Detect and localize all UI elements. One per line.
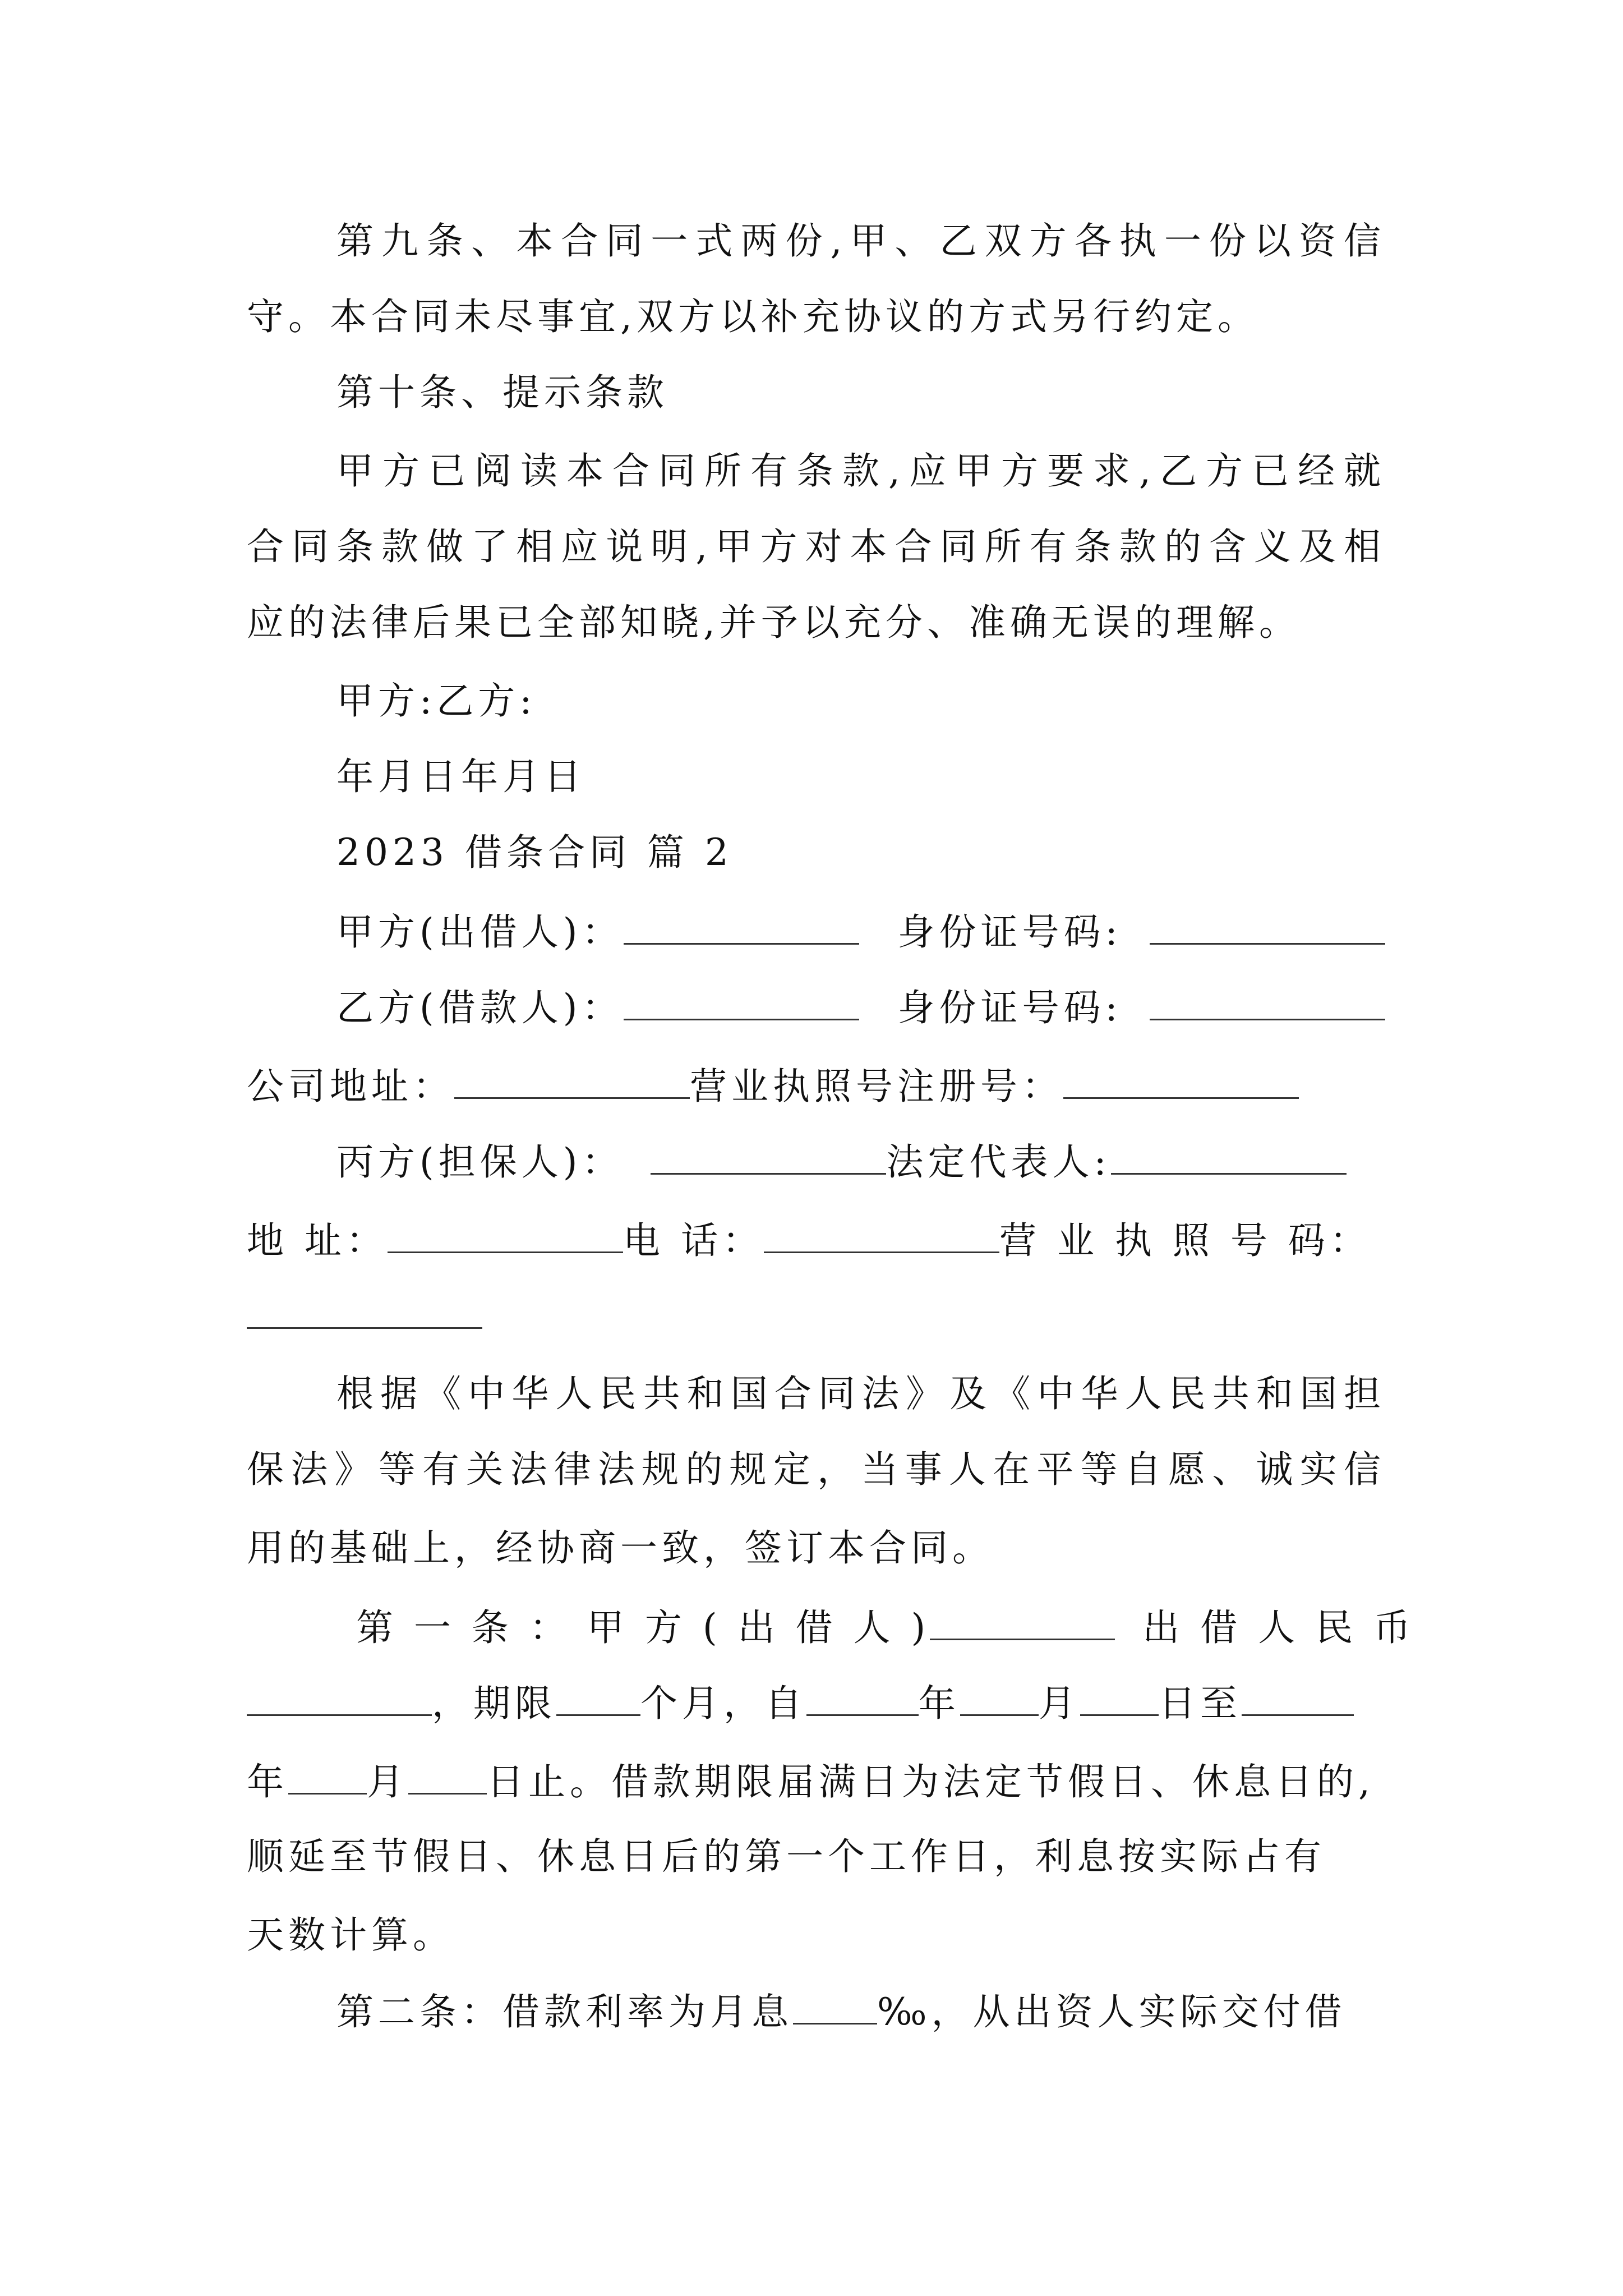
party-b-row	[336, 982, 1385, 1033]
end-year-blank	[1242, 1677, 1354, 1716]
section-heading: 第十条、提示条款	[336, 371, 668, 414]
amount-rmb-blank	[247, 1677, 432, 1716]
article-1-text: ，期限	[432, 1682, 556, 1725]
address-blank	[388, 1214, 623, 1253]
license-reg-label: 营业执照号注册号：	[690, 1065, 1063, 1108]
signature-dates: 年月日年月日	[336, 755, 585, 798]
license-no-blank	[247, 1290, 482, 1329]
id-blank	[1150, 982, 1385, 1020]
paragraph-line: 用的基础上，经协商一致，签订本合同。	[247, 1526, 994, 1570]
legal-rep-label: 法定代表人:	[886, 1140, 1111, 1184]
company-row	[247, 1060, 1385, 1112]
party-a-row	[336, 906, 1385, 958]
article-1-line-2	[247, 1677, 1385, 1729]
legal-rep-blank	[1111, 1136, 1347, 1175]
id-label: 身份证号码:	[897, 986, 1122, 1029]
end-month-blank	[288, 1756, 367, 1795]
signature-parties: 甲方:乙方:	[336, 679, 537, 723]
party-a-label: 甲方(出借人)：	[336, 910, 624, 954]
party-c-label: 丙方(担保人)：	[336, 1140, 624, 1184]
paragraph-line: 根据《中华人民共和国合同法》及《中华人民共和国担	[336, 1372, 1385, 1415]
address-label: 地 址：	[247, 1219, 388, 1262]
paragraph-line: 守。本合同未尽事宜,双方以补充协议的方式另行约定。	[247, 295, 1259, 338]
article-1-line-3	[247, 1756, 1385, 1807]
article-1-text: 个月，自	[640, 1682, 806, 1725]
article-2-line	[336, 1986, 1385, 2037]
start-month-blank	[960, 1677, 1039, 1716]
paragraph-line: 保法》等有关法律法规的规定，当事人在平等自愿、诚实信	[247, 1448, 1385, 1491]
address-row	[247, 1214, 1385, 1266]
article-1-text: 第 一 条 ： 甲 方 ( 出 借 人 )	[356, 1606, 930, 1649]
paragraph-line: 甲方已阅读本合同所有条款,应甲方要求,乙方已经就	[336, 449, 1385, 493]
start-year-blank	[806, 1677, 919, 1716]
paragraph-line: 天数计算。	[247, 1913, 454, 1957]
article-1-text: 年	[919, 1682, 960, 1725]
end-day-blank	[408, 1756, 487, 1795]
article-1-text: 月	[1039, 1682, 1080, 1725]
party-b-blank	[624, 982, 859, 1020]
paragraph-line: 第九条、本合同一式两份,甲、乙双方各执一份以资信	[336, 219, 1385, 263]
article-1-text: 月	[367, 1760, 408, 1803]
article-1-text: 日止。借款期限届满日为法定节假日、休息日的,	[487, 1760, 1375, 1803]
start-day-blank	[1080, 1677, 1159, 1716]
article-2-text: ‰，从出资人实际交付借	[877, 1990, 1347, 2033]
article-1-text: 日至	[1159, 1682, 1242, 1725]
party-b-label: 乙方(借款人)：	[336, 986, 624, 1029]
months-blank	[556, 1677, 640, 1716]
interest-rate-blank	[793, 1986, 877, 2024]
paragraph-line: 顺延至节假日、休息日后的第一个工作日，利息按实际占有	[247, 1835, 1326, 1878]
license-no-label: 营 业 执 照 号 码：	[999, 1219, 1371, 1262]
paragraph-line: 应的法律后果已全部知晓,并予以充分、准确无误的理解。	[247, 601, 1301, 644]
party-a-blank	[624, 906, 859, 945]
id-blank	[1150, 906, 1385, 945]
company-address-label: 公司地址：	[247, 1065, 454, 1108]
company-address-blank	[454, 1060, 690, 1099]
license-reg-blank	[1063, 1060, 1299, 1099]
party-c-row	[336, 1136, 1385, 1188]
article-1-text: 年	[247, 1760, 288, 1803]
amount-blank	[930, 1602, 1115, 1640]
paragraph-line: 合同条款做了相应说明,甲方对本合同所有条款的含义及相	[247, 525, 1385, 568]
phone-blank	[764, 1214, 999, 1253]
section-title: 2023 借条合同 篇 2	[336, 831, 733, 874]
article-2-text: 第二条：借款利率为月息	[336, 1990, 793, 2033]
article-1-text: 出 借 人 民 币	[1142, 1606, 1415, 1649]
license-no-row	[247, 1290, 1385, 1342]
phone-label: 电 话：	[623, 1219, 764, 1262]
party-c-blank	[651, 1136, 886, 1175]
article-1-line-1	[356, 1602, 1415, 1653]
id-label: 身份证号码:	[897, 910, 1122, 954]
